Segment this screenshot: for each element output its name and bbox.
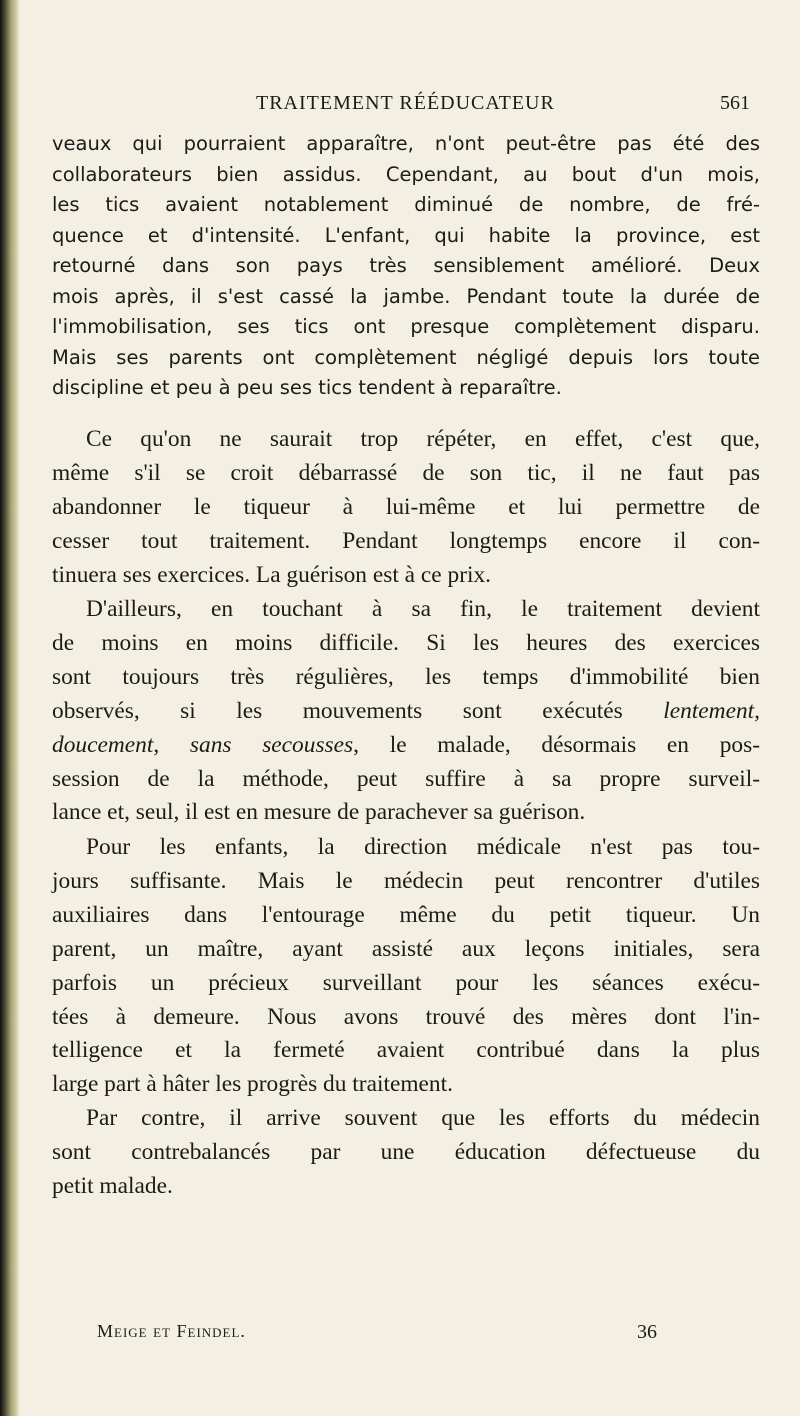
text-line: de moins en moins difficile. Si les heures des exercices [52, 629, 760, 656]
paragraph-2 [52, 423, 760, 593]
text-line: même s'il se croit débarrassé de son tic, il ne faut pas [52, 459, 760, 486]
text-line: tinuera ses exercices. La guérison est à ce prix. [52, 561, 492, 588]
text-line: session de la méthode, peut suffire à sa propre surveil- [52, 765, 760, 792]
running-title: TRAITEMENT RÉÉDUCATEUR [256, 92, 555, 114]
paragraph-5 [52, 1102, 760, 1204]
text-run: le malade, désormais en pos- [389, 731, 760, 758]
paragraph-1 [52, 129, 760, 404]
text-line: retourné dans son pays très sensiblement amélioré. Deux [52, 254, 760, 277]
text-line: petit malade. [52, 1172, 173, 1199]
text-line: parfois un précieux surveillant pour les séances exécu- [52, 969, 760, 996]
signature-mark: Meige et Feindel. [97, 1321, 246, 1341]
text-line: veaux qui pourraient apparaître, n'ont peut-être pas été des [52, 132, 760, 155]
text-line: telligence et la fermeté avaient contribué dans la plus [52, 1037, 760, 1064]
text-line: Ce qu'on ne saurait trop répéter, en effet, c'est que, [86, 426, 760, 452]
text-line: Pour les enfants, la direction médicale n'est pas tou- [86, 834, 760, 860]
text-line: tées à demeure. Nous avons trouvé des mères dont l'in- [52, 1003, 760, 1030]
text-line: Mais ses parents ont complètement négligé depuis lors toute [52, 345, 760, 369]
text-line: cesser tout traitement. Pendant longtemps encore il con- [52, 527, 760, 554]
text-line: lance et, seul, il est en mesure de parachever sa guérison. [52, 799, 586, 826]
text-line: D'ailleurs, en touchant à sa fin, le traitement devient [86, 596, 760, 622]
text-line: discipline et peu à peu ses tics tendent à reparaître. [52, 376, 562, 399]
signature-number: 36 [637, 1321, 657, 1343]
text-line: Par contre, il arrive souvent que les efforts du médecin [86, 1105, 760, 1131]
italic-word: doucement [52, 731, 154, 758]
text-line: sont toujours très régulières, les temps d'immobilité bien [52, 663, 760, 690]
text-line: quence et d'intensité. L'enfant, qui habite la province, est [52, 223, 760, 247]
paragraph-3 [52, 593, 760, 830]
text-run: observés, si les mouvements sont exécutés [52, 697, 623, 724]
text-line [52, 695, 760, 729]
page-footer [97, 1321, 657, 1347]
text-line: abandonner le tiqueur à lui-même et lui permettre de [52, 493, 760, 520]
text-line: les tics avaient notablement diminué de nombre, de fré- [52, 193, 760, 216]
text-line: sont contrebalancés par une éducation défectueuse du [52, 1138, 760, 1165]
paragraph-4 [52, 831, 760, 1102]
italic-word: lentement, [663, 697, 760, 724]
text-line: l'immobilisation, ses tics ont presque complètement disparu. [52, 315, 760, 338]
text-line: auxiliaires dans l'entourage même du petit tiqueur. Un [52, 901, 760, 928]
text-line: jours suffisante. Mais le médecin peut rencontrer d'utiles [52, 867, 760, 894]
page-header [256, 92, 750, 122]
book-binding-edge [0, 0, 20, 1416]
italic-phrase: sans secousses [189, 731, 354, 758]
text-line: doucement, sans secousses, le malade, désormais en pos- [52, 731, 760, 758]
text-line: collaborateurs bien assidus. Cependant, au bout d'un mois, [52, 162, 760, 186]
text-line: large part à hâter les progrès du traitement. [52, 1071, 453, 1098]
text-line: mois après, il s'est cassé la jambe. Pendant toute la durée de [52, 284, 760, 308]
page-number: 561 [720, 92, 750, 114]
text-line: parent, un maître, ayant assisté aux leçons initiales, sera [52, 935, 760, 962]
